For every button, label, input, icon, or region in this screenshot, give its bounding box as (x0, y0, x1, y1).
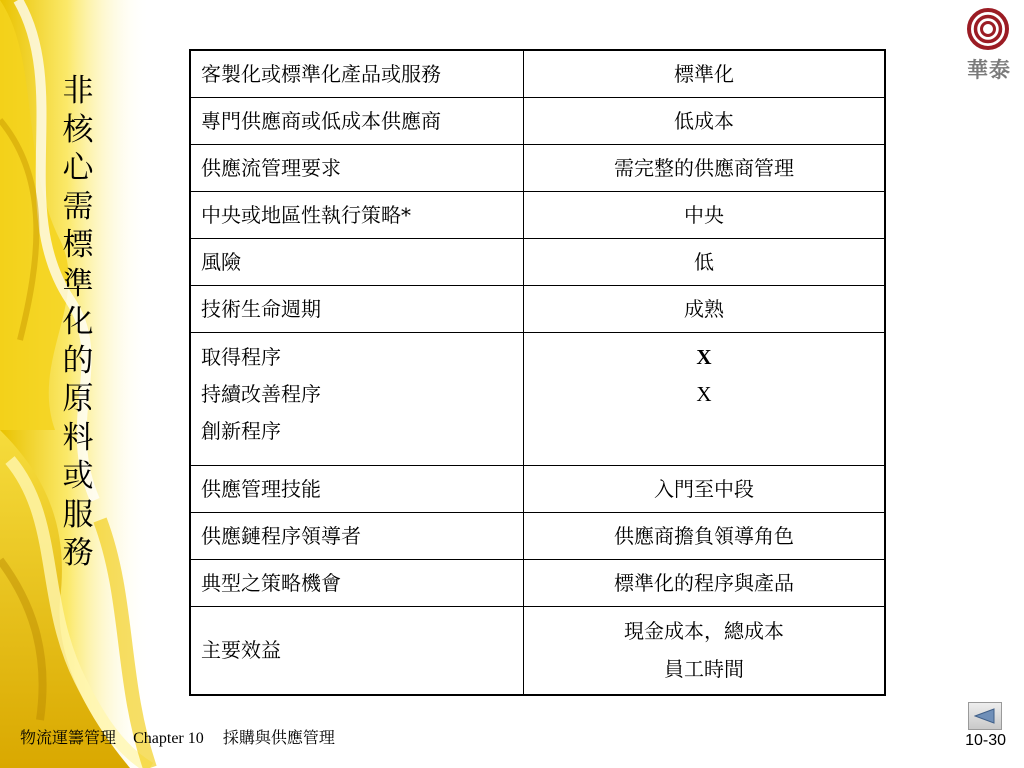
row-label: 典型之策略機會 (201, 570, 341, 595)
footer (20, 725, 335, 748)
table-row (190, 465, 885, 512)
row-label: 中央或地區性執行策略* (201, 202, 411, 227)
row-label-cell (190, 144, 524, 191)
row-value: 需完整的供應商管理 (614, 155, 794, 180)
row-value-cell (524, 512, 886, 559)
table-row (190, 238, 885, 285)
row-label-cell (190, 559, 524, 606)
row-label: 創新程序 (201, 418, 281, 443)
concentric-circle-logo-icon (967, 8, 1009, 50)
characteristics-table (189, 49, 886, 696)
row-value: 中央 (684, 202, 724, 227)
footer-chapter-title: 採購與供應管理 (222, 728, 335, 747)
slide-vertical-title: 非核心需標準化的原料或服務 (62, 73, 94, 571)
row-value-cell (524, 144, 886, 191)
table-row (190, 559, 885, 606)
table-row (190, 332, 885, 465)
table-row (190, 144, 885, 191)
logo-text: 華泰 (967, 58, 1011, 82)
row-label: 客製化或標準化產品或服務 (201, 61, 441, 86)
row-value-cell (524, 50, 886, 97)
row-label-cell (190, 50, 524, 97)
row-label-cell (190, 465, 524, 512)
table-row (190, 97, 885, 144)
footer-chapter: Chapter 10 (133, 730, 204, 747)
row-value: 低 (694, 249, 714, 274)
row-label-cell (190, 191, 524, 238)
row-value-cell (524, 465, 886, 512)
table-row (190, 512, 885, 559)
table-body (190, 50, 885, 695)
row-label-cell (190, 97, 524, 144)
row-value: 員工時間 (664, 657, 744, 682)
row-value-cell (524, 238, 886, 285)
table-row (190, 606, 885, 695)
row-label-cell (190, 606, 524, 695)
row-label: 風險 (201, 249, 241, 274)
back-arrow-icon (974, 708, 996, 724)
row-value-cell (524, 191, 886, 238)
row-value-cell (524, 285, 886, 332)
row-label-cell (190, 238, 524, 285)
row-value: 標準化 (674, 61, 734, 86)
row-value: 成熟 (684, 296, 724, 321)
row-label: 專門供應商或低成本供應商 (201, 108, 441, 133)
row-value-cell (524, 559, 886, 606)
row-label: 供應管理技能 (201, 476, 321, 501)
row-label: 主要效益 (201, 638, 281, 663)
footer-course: 物流運籌管理 (20, 728, 117, 747)
table-row (190, 191, 885, 238)
row-value-cell (524, 606, 886, 695)
row-value-cell (524, 97, 886, 144)
row-label-cell (190, 512, 524, 559)
row-label-cell (190, 285, 524, 332)
row-value: 供應商擔負領導角色 (614, 523, 794, 548)
publisher-logo (956, 6, 1022, 86)
row-label: 技術生命週期 (201, 296, 321, 321)
row-value: 標準化的程序與產品 (614, 570, 794, 595)
x-mark: X (696, 344, 712, 369)
row-value: 現金成本，總成本 (624, 619, 784, 644)
row-label: 供應流管理要求 (201, 155, 341, 180)
row-value-cell (524, 332, 886, 465)
page-number: 10-30 (965, 732, 1006, 749)
row-label-cell (190, 332, 524, 465)
row-label: 持續改善程序 (201, 381, 321, 406)
back-navigation-button[interactable] (968, 702, 1002, 730)
row-label: 取得程序 (201, 344, 281, 369)
row-value: 入門至中段 (654, 476, 754, 501)
row-value: 低成本 (674, 108, 734, 133)
row-label: 供應鏈程序領導者 (201, 523, 361, 548)
table-row (190, 285, 885, 332)
x-mark: X (696, 381, 712, 406)
table-row (190, 50, 885, 97)
